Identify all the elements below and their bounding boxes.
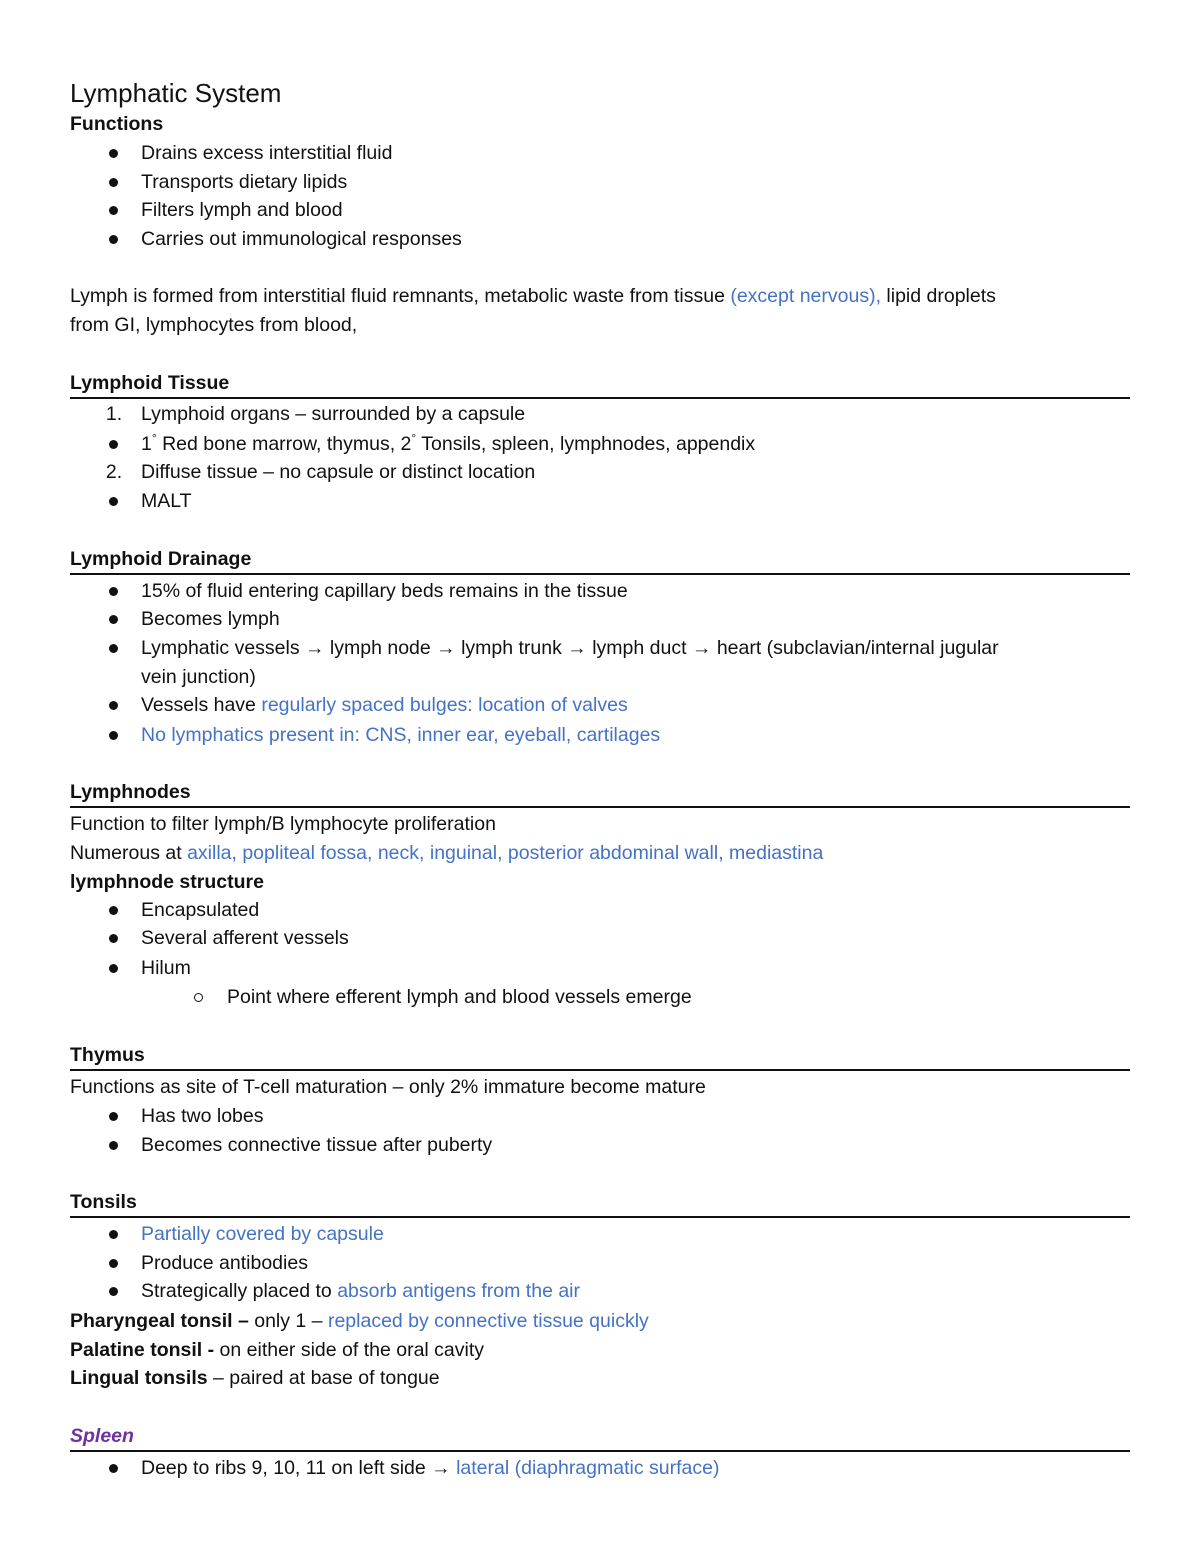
list-item-continuation: vein junction) <box>141 666 256 688</box>
section-divider <box>70 397 1130 399</box>
list-item: Transports dietary lipids <box>141 171 348 193</box>
bullet-icon <box>104 1104 124 1128</box>
list-item: MALT <box>141 490 192 512</box>
bullet-icon <box>104 898 124 922</box>
degree-superscript: ° <box>411 431 417 445</box>
bullet-icon <box>104 227 124 251</box>
bullet-icon <box>104 579 124 603</box>
list-item: Partially covered by capsule <box>141 1223 384 1245</box>
list-item: Becomes lymph <box>141 608 280 630</box>
bullet-icon <box>104 926 124 950</box>
list-number: 1. <box>105 403 123 425</box>
list-item: No lymphatics present in: CNS, inner ear, eyeball, cartilages <box>141 724 661 746</box>
page-title: Lymphatic System <box>70 78 282 108</box>
highlight-text: (except nervous), <box>730 285 881 307</box>
term-label: Lingual tonsils <box>70 1367 208 1389</box>
list-item <box>141 432 755 456</box>
lymphnodes-heading: Lymphnodes <box>70 781 191 803</box>
highlight-text: regularly spaced bulges: location of valves <box>261 694 628 716</box>
sub-list-item: Point where efferent lymph and blood vessels emerge <box>227 986 692 1008</box>
item-text: Deep to ribs 9, 10, 11 on left side → <box>141 1457 457 1479</box>
sub-bullet-icon <box>190 985 210 1009</box>
bullet-icon <box>104 1133 124 1157</box>
bullet-icon <box>104 141 124 165</box>
bullet-icon <box>104 607 124 631</box>
tonsils-heading: Tonsils <box>70 1191 137 1213</box>
item-text: Vessels have <box>141 694 262 716</box>
list-item <box>141 1279 580 1303</box>
section-divider <box>70 806 1130 808</box>
list-item <box>141 1456 719 1480</box>
paragraph-text: Lymph is formed from interstitial fluid remnants, metabolic waste from tissue <box>70 285 731 307</box>
list-number: 2. <box>105 461 123 483</box>
list-item: Lymphatic vessels → lymph node → lymph trunk → lymph duct → heart (subclavian/internal jugular <box>141 637 999 659</box>
bullet-icon <box>104 693 124 717</box>
pharyngeal-tonsil-line <box>70 1309 649 1333</box>
thymus-function: Functions as site of T-cell maturation – only 2% immature become mature <box>70 1076 706 1098</box>
list-item: Lymphoid organs – surrounded by a capsule <box>141 403 526 425</box>
item-text: Strategically placed to <box>141 1280 338 1302</box>
bullet-icon <box>104 636 124 660</box>
bullet-icon <box>104 198 124 222</box>
highlight-text: absorb antigens from the air <box>337 1280 581 1302</box>
term-label: Palatine tonsil - <box>70 1339 220 1361</box>
list-item: Has two lobes <box>141 1105 264 1127</box>
bullet-icon <box>104 1251 124 1275</box>
lymphoid-tissue-heading: Lymphoid Tissue <box>70 372 230 394</box>
bullet-icon <box>104 489 124 513</box>
palatine-tonsil-line <box>70 1338 484 1362</box>
item-text: on either side of the oral cavity <box>219 1339 485 1361</box>
paragraph-text: lipid droplets <box>881 285 996 307</box>
bullet-icon <box>104 1222 124 1246</box>
section-divider <box>70 1216 1130 1218</box>
bullet-icon <box>104 170 124 194</box>
term-label: Pharyngeal tonsil – <box>70 1310 255 1332</box>
bullet-icon <box>104 1279 124 1303</box>
bullet-icon <box>104 723 124 747</box>
lymph-paragraph-line2: from GI, lymphocytes from blood, <box>70 314 358 336</box>
list-item <box>141 693 628 717</box>
item-text: Numerous at <box>70 842 188 864</box>
list-item: Drains excess interstitial fluid <box>141 142 393 164</box>
degree-superscript: ° <box>151 431 157 445</box>
list-item: Carries out immunological responses <box>141 228 462 250</box>
list-item: Filters lymph and blood <box>141 199 343 221</box>
bullet-icon <box>104 956 124 980</box>
list-item: Produce antibodies <box>141 1252 308 1274</box>
list-item: Encapsulated <box>141 899 260 921</box>
lymphnodes-locations <box>70 841 823 865</box>
lymph-paragraph-line1 <box>70 284 996 308</box>
item-text: 1 <box>141 433 152 455</box>
thymus-heading: Thymus <box>70 1044 145 1066</box>
bullet-icon <box>104 432 124 456</box>
list-item: 15% of fluid entering capillary beds remains in the tissue <box>141 580 628 602</box>
lymphnode-structure-heading: lymphnode structure <box>70 871 264 893</box>
section-divider <box>70 1069 1130 1071</box>
item-text: only 1 – <box>254 1310 328 1332</box>
highlight-text: lateral (diaphragmatic surface) <box>456 1457 720 1479</box>
highlight-text: replaced by connective tissue quickly <box>327 1310 649 1332</box>
section-divider <box>70 1450 1130 1452</box>
lingual-tonsils-line <box>70 1366 440 1390</box>
list-item: Diffuse tissue – no capsule or distinct location <box>141 461 536 483</box>
item-text: – paired at base of tongue <box>207 1367 440 1389</box>
section-divider <box>70 573 1130 575</box>
item-text: Red bone marrow, thymus, 2 <box>156 433 412 455</box>
item-text: Tonsils, spleen, lymphnodes, appendix <box>416 433 756 455</box>
list-item: Becomes connective tissue after puberty <box>141 1134 493 1156</box>
lymphnodes-function: Function to filter lymph/B lymphocyte proliferation <box>70 813 496 835</box>
bullet-icon <box>104 1456 124 1480</box>
spleen-heading: Spleen <box>70 1425 134 1447</box>
highlight-text: axilla, popliteal fossa, neck, inguinal, posterior abdominal wall, mediastina <box>187 842 824 864</box>
functions-heading: Functions <box>70 113 164 135</box>
list-item: Several afferent vessels <box>141 927 349 949</box>
list-item: Hilum <box>141 957 191 979</box>
lymphoid-drainage-heading: Lymphoid Drainage <box>70 548 252 570</box>
